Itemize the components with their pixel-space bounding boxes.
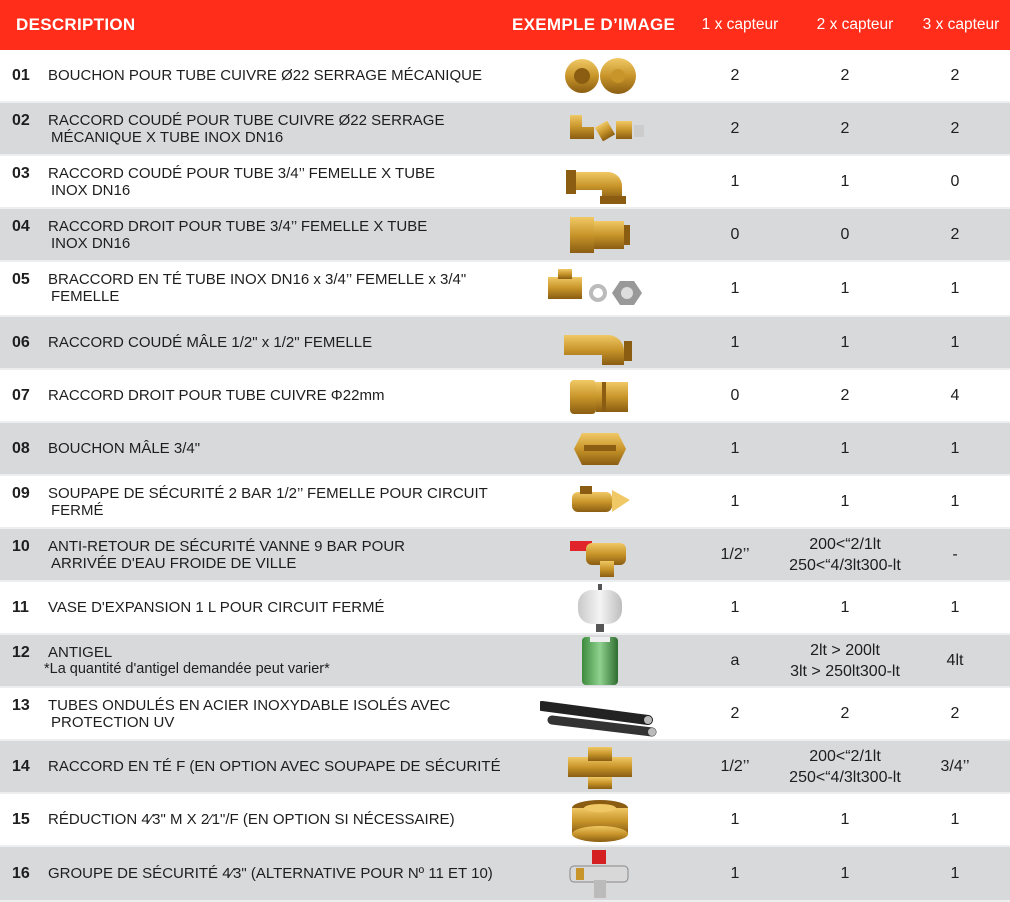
safety-group-icon [540, 850, 660, 898]
description-line-2: MÉCANIQUE X TUBE INOX DN16 [51, 129, 284, 146]
description-line-1: ANTIGEL [48, 644, 113, 661]
description-line-1: GROUPE DE SÉCURITÉ 4⁄3" (ALTERNATIVE POUR Nº 11 ET 10) [48, 865, 493, 882]
table-row [0, 635, 1010, 686]
tee-female-icon [540, 743, 660, 791]
reducer-icon [540, 796, 660, 844]
row-number: 07 [12, 386, 30, 404]
row-number: 04 [12, 218, 30, 235]
safety-valve-icon-svg [540, 478, 660, 526]
brass-cap-icon-svg [540, 52, 660, 100]
antifreeze-bottle-icon [540, 637, 660, 685]
quantity-q1: 1 [730, 811, 740, 828]
table-row [0, 209, 1010, 260]
table-row [0, 317, 1010, 368]
description-line-2: ARRIVÉE D'EAU FROIDE DE VILLE [51, 555, 297, 572]
header-image-example: EXEMPLE D’IMAGE [512, 15, 676, 34]
quantity-q3: 0 [950, 173, 960, 190]
row-description [48, 218, 518, 252]
row-description [48, 334, 518, 351]
row-description [48, 165, 518, 199]
straight-coupling-icon [540, 372, 660, 420]
quantity-q2: 2 [840, 705, 850, 722]
quantity-q1: 1 [730, 280, 740, 297]
quantity-q2: 2 [840, 387, 850, 404]
description-line-1: RACCORD COUDÉ POUR TUBE CUIVRE Ø22 SERRAGE [48, 112, 445, 129]
row-number: 03 [12, 165, 30, 182]
tee-fitting-kit-icon-svg [540, 265, 660, 313]
quantity-q2: 1 [840, 493, 850, 510]
description-line-1: BRACCORD EN TÉ TUBE INOX DN16 x 3/4’’ FEMELLE x 3/4" [48, 271, 467, 288]
header-description: DESCRIPTION [16, 15, 136, 34]
row-description [48, 758, 518, 775]
table-header [0, 0, 1010, 50]
brass-elbow-icon-svg [540, 158, 660, 206]
row-description [48, 440, 518, 457]
quantity-q3: 2 [950, 226, 960, 243]
quantity-q2: 2lt > 200lt 3lt > 250lt300-lt [790, 641, 900, 680]
quantity-q2: 2 [840, 120, 850, 137]
quantity-q1: 0 [730, 387, 740, 404]
quantity-q3: 2 [950, 705, 960, 722]
brass-elbow-male-icon-svg [540, 319, 660, 367]
table-row [0, 582, 1010, 633]
quantity-q1: 0 [730, 226, 740, 243]
quantity-q2: 1 [840, 280, 850, 297]
quantity-q1: 1 [730, 599, 740, 616]
male-plug-icon-svg [540, 425, 660, 473]
quantity-q3: 1 [950, 440, 960, 457]
quantity-q1: 1/2’’ [720, 546, 750, 563]
quantity-q1: 2 [730, 67, 740, 84]
header-col-1-sensor: 1 x capteur [701, 16, 779, 33]
check-valve-icon-svg [540, 531, 660, 579]
quantity-q3: 1 [950, 811, 960, 828]
row-number: 13 [12, 697, 30, 714]
row-number: 09 [12, 485, 30, 502]
table-row [0, 370, 1010, 421]
straight-fitting-icon [540, 211, 660, 259]
quantity-q2: 2 [840, 67, 850, 84]
description-line-1: RÉDUCTION 4⁄3" M X 2⁄1"/F (EN OPTION SI NÉCESSAIRE) [48, 811, 455, 828]
description-line-1: RACCORD COUDÉ MÂLE 1/2" x 1/2" FEMELLE [48, 334, 373, 351]
elbow-fitting-kit-icon [540, 105, 660, 153]
row-description [48, 599, 518, 616]
row-description [48, 865, 518, 882]
row-number: 11 [12, 598, 29, 616]
quantity-q1: 2 [730, 705, 740, 722]
quantity-q1: 1 [730, 334, 740, 351]
description-line-2: FEMELLE [51, 288, 120, 305]
tee-female-icon-svg [540, 743, 660, 791]
quantity-q3: 1 [950, 334, 960, 351]
table-row [0, 476, 1010, 527]
tee-fitting-kit-icon [540, 265, 660, 313]
description-line-2: INOX DN16 [51, 182, 131, 199]
brass-elbow-icon [540, 158, 660, 206]
expansion-vessel-icon-svg [540, 584, 660, 632]
table-row [0, 688, 1010, 739]
expansion-vessel-icon [540, 584, 660, 632]
quantity-q2: 1 [840, 811, 850, 828]
row-description [48, 697, 518, 731]
row-description [48, 271, 518, 305]
quantity-q3: 1 [950, 865, 960, 882]
quantity-q1: 1 [730, 440, 740, 457]
antifreeze-bottle-icon-svg [540, 637, 660, 685]
quantity-q3: 1 [950, 280, 960, 297]
straight-fitting-icon-svg [540, 211, 660, 259]
quantity-q1: a [730, 652, 740, 669]
safety-valve-icon [540, 478, 660, 526]
description-line-1: ANTI-RETOUR DE SÉCURITÉ VANNE 9 BAR POUR [48, 538, 405, 555]
description-line-1: VASE D'EXPANSION 1 L POUR CIRCUIT FERMÉ [48, 599, 385, 616]
table-row [0, 262, 1010, 315]
brass-cap-icon [540, 52, 660, 100]
description-line-1: RACCORD COUDÉ POUR TUBE 3/4’’ FEMELLE X TUBE [48, 165, 436, 182]
description-line-1: BOUCHON POUR TUBE CUIVRE Ø22 SERRAGE MÉCANIQUE [48, 67, 482, 84]
table-row [0, 529, 1010, 580]
quantity-q1: 1/2’’ [720, 758, 750, 775]
table-row [0, 156, 1010, 207]
description-line-1: RACCORD DROIT POUR TUBE 3/4’’ FEMELLE X TUBE [48, 218, 428, 235]
row-number: 12 [12, 644, 30, 661]
quantity-q3: 4 [950, 387, 960, 404]
straight-coupling-icon-svg [540, 372, 660, 420]
row-number: 14 [12, 757, 30, 775]
description-line-1: SOUPAPE DE SÉCURITÉ 2 BAR 1/2’’ FEMELLE POUR CIRCUIT [48, 485, 488, 502]
elbow-fitting-kit-icon-svg [540, 105, 660, 153]
quantity-q2: 1 [840, 173, 850, 190]
male-plug-icon [540, 425, 660, 473]
description-line-1: BOUCHON MÂLE 3/4" [48, 440, 201, 457]
quantity-q2: 1 [840, 599, 850, 616]
table-row [0, 423, 1010, 474]
quantity-q2: 1 [840, 334, 850, 351]
description-line-2: FERMÉ [51, 502, 104, 519]
quantity-q2: 1 [840, 440, 850, 457]
row-description [48, 112, 518, 146]
check-valve-icon [540, 531, 660, 579]
row-number: 10 [12, 538, 30, 555]
table-row [0, 103, 1010, 154]
description-line-2: INOX DN16 [51, 235, 131, 252]
quantity-q1: 1 [730, 865, 740, 882]
quantity-q2: 200<“2/1lt 250<“4/3lt300-lt [789, 535, 901, 574]
insulated-tubes-icon [540, 690, 660, 738]
quantity-q1: 1 [730, 493, 740, 510]
quantity-q1: 2 [730, 120, 740, 137]
description-line-1: TUBES ONDULÉS EN ACIER INOXYDABLE ISOLÉS AVEC [48, 697, 451, 714]
row-number: 02 [12, 112, 30, 129]
quantity-q3: - [952, 546, 958, 563]
row-number: 16 [12, 864, 30, 882]
header-col-2-sensors: 2 x capteur [816, 16, 894, 33]
table-row [0, 50, 1010, 101]
table-row [0, 794, 1010, 845]
row-number: 15 [12, 810, 30, 828]
description-line-2: PROTECTION UV [51, 714, 175, 731]
quantity-q3: 1 [950, 599, 960, 616]
description-line-1: RACCORD DROIT POUR TUBE CUIVRE Φ22mm [48, 387, 385, 404]
table-row [0, 741, 1010, 792]
row-description [48, 387, 518, 404]
brass-elbow-male-icon [540, 319, 660, 367]
quantity-q2: 0 [840, 226, 850, 243]
reducer-icon-svg [540, 796, 660, 844]
quantity-q3: 4lt [946, 652, 964, 669]
row-description [48, 67, 518, 84]
table-row [0, 847, 1010, 900]
safety-group-icon-svg [540, 850, 660, 898]
row-number: 08 [12, 439, 30, 457]
row-description [48, 538, 518, 572]
quantity-q2: 1 [840, 865, 850, 882]
row-description [48, 811, 518, 828]
quantity-q3: 2 [950, 120, 960, 137]
insulated-tubes-icon-svg [540, 690, 660, 738]
quantity-q3: 1 [950, 493, 960, 510]
description-line-1: RACCORD EN TÉ F (EN OPTION AVEC SOUPAPE DE SÉCURITÉ [48, 758, 501, 775]
row-description [44, 644, 518, 678]
quantity-q3: 2 [950, 67, 960, 84]
row-number: 05 [12, 271, 30, 288]
row-description [48, 485, 518, 519]
quantity-q1: 1 [730, 173, 740, 190]
description-line-2: *La quantité d'antigel demandée peut varier* [44, 661, 330, 677]
quantity-q3: 3/4’’ [940, 758, 970, 775]
header-col-3-sensors: 3 x capteur [922, 16, 1000, 33]
quantity-q2: 200<“2/1lt 250<“4/3lt300-lt [789, 747, 901, 786]
row-number: 01 [12, 66, 30, 84]
row-number: 06 [12, 333, 30, 351]
